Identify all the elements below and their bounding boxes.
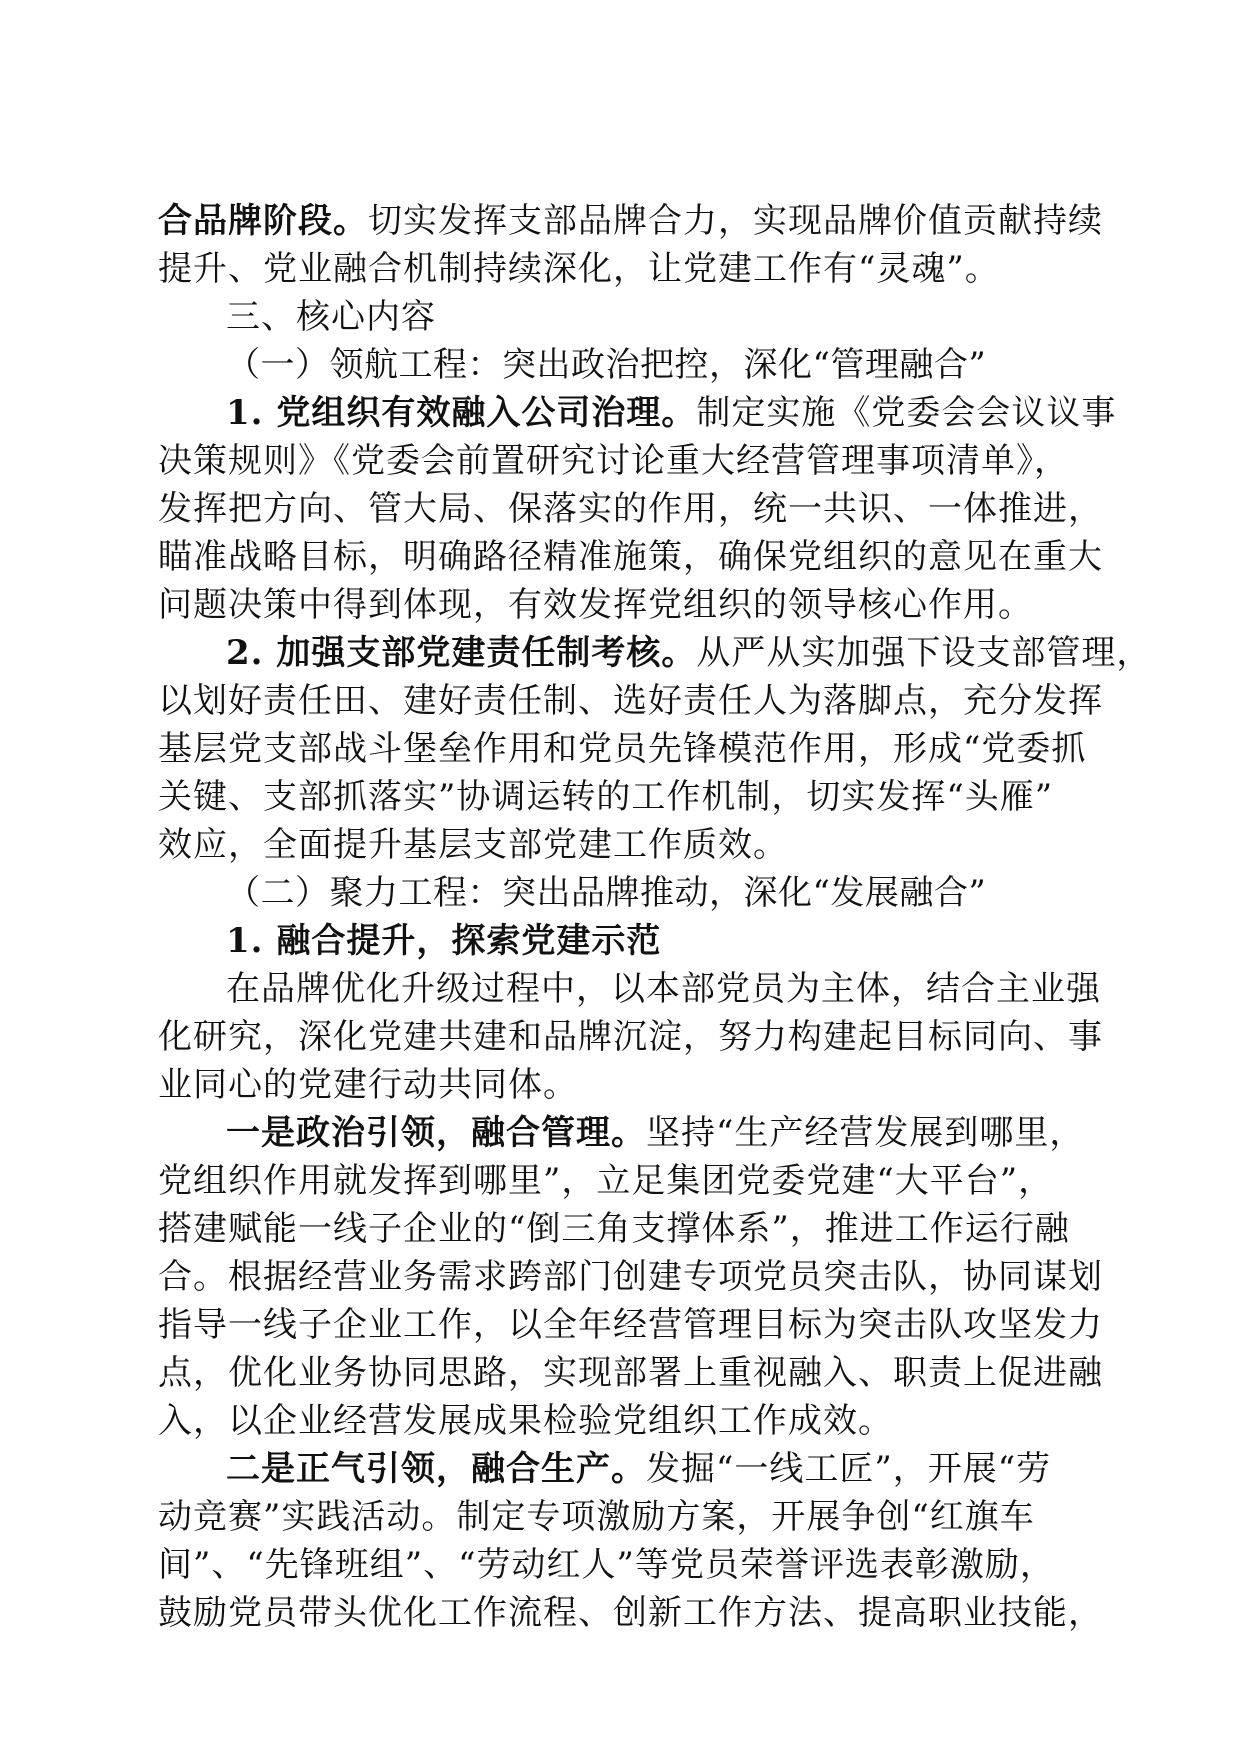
text-line: 提升、党业融合机制持续深化，让党建工作有“灵魂”。 — [158, 249, 1000, 289]
line-text: 切实发挥支部品牌合力，实现品牌价值贡献持续 — [368, 201, 1103, 241]
text-line: 党组织作用就发挥到哪里”，立足集团党委党建“大平台”， — [158, 1161, 1054, 1201]
text-line: 在品牌优化升级过程中，以本部党员为主体，结合主业强 — [226, 969, 1101, 1009]
text-line: 动竞赛”实践活动。制定专项激励方案，开展争创“红旗车 — [158, 1497, 1035, 1537]
bold-lead: 一是政治引领，融合管理。 — [226, 1113, 646, 1153]
bold-lead: 二是正气引领，融合生产。 — [226, 1449, 646, 1489]
line-text: 制定实施《党委会会议议事 — [696, 393, 1117, 433]
sub-heading: 1. 融合提升，探索党建示范 — [226, 921, 662, 961]
text-line — [158, 629, 1152, 677]
text-line: 以划好责任田、建好责任制、选好责任人为落脚点，充分发挥 — [158, 681, 1103, 721]
text-line — [158, 1109, 1092, 1157]
text-line: 搭建赋能一线子企业的“倒三角支撑体系”，推进工作运行融 — [158, 1209, 1070, 1249]
bold-lead: 2. 加强支部党建责任制考核。 — [226, 633, 697, 673]
text-line — [158, 389, 1117, 437]
text-line: 关键、支部抓落实”协调运转的工作机制，切实发挥“头雁” — [158, 777, 1054, 817]
section-heading-three: 三、核心内容 — [226, 297, 436, 337]
subsection-heading-one: （一）领航工程：突出政治把控，深化“管理融合” — [226, 345, 987, 385]
text-line: 业同心的党建行动共同体。 — [158, 1065, 578, 1105]
text-line — [158, 197, 1103, 245]
line-text: 从严从实加强下设支部管理， — [696, 633, 1152, 673]
text-line: 入，以企业经营发展成果检验党组织工作成效。 — [158, 1401, 893, 1441]
document-page — [158, 197, 1152, 1637]
text-line: 基层党支部战斗堡垒作用和党员先锋模范作用，形成“党委抓 — [158, 729, 1087, 769]
text-line: 决策规则》《党委会前置研究讨论重大经营管理事项清单》， — [158, 441, 1069, 481]
text-line: 问题决策中得到体现，有效发挥党组织的领导核心作用。 — [158, 585, 1033, 625]
text-line: 瞄准战略目标，明确路径精准施策，确保党组织的意见在重大 — [158, 537, 1103, 577]
text-line: 间”、“先锋班组”、“劳动红人”等党员荣誉评选表彰激励， — [158, 1545, 1055, 1585]
line-text: 坚持“生产经营发展到哪里， — [646, 1113, 1085, 1153]
text-line — [158, 1445, 1092, 1493]
line-text: 发掘“一线工匠”，开展“劳 — [646, 1449, 1052, 1489]
text-line: 发挥把方向、管大局、保落实的作用，统一共识、一体推进， — [158, 489, 1103, 529]
bold-lead: 1. 党组织有效融入公司治理。 — [226, 393, 697, 433]
bold-lead: 合品牌阶段。 — [158, 201, 368, 241]
subsection-heading-two: （二）聚力工程：突出品牌推动，深化“发展融合” — [226, 873, 987, 913]
text-line: 鼓励党员带头优化工作流程、创新工作方法、提高职业技能， — [158, 1593, 1103, 1633]
text-line: 化研究，深化党建共建和品牌沉淀，努力构建起目标同向、事 — [158, 1017, 1103, 1057]
text-line: 点，优化业务协同思路，实现部署上重视融入、职责上促进融 — [158, 1353, 1103, 1393]
text-line: 指导一线子企业工作，以全年经营管理目标为突击队攻坚发力 — [158, 1305, 1103, 1345]
text-line: 效应，全面提升基层支部党建工作质效。 — [158, 825, 788, 865]
text-line: 合。根据经营业务需求跨部门创建专项党员突击队，协同谋划 — [158, 1257, 1103, 1297]
